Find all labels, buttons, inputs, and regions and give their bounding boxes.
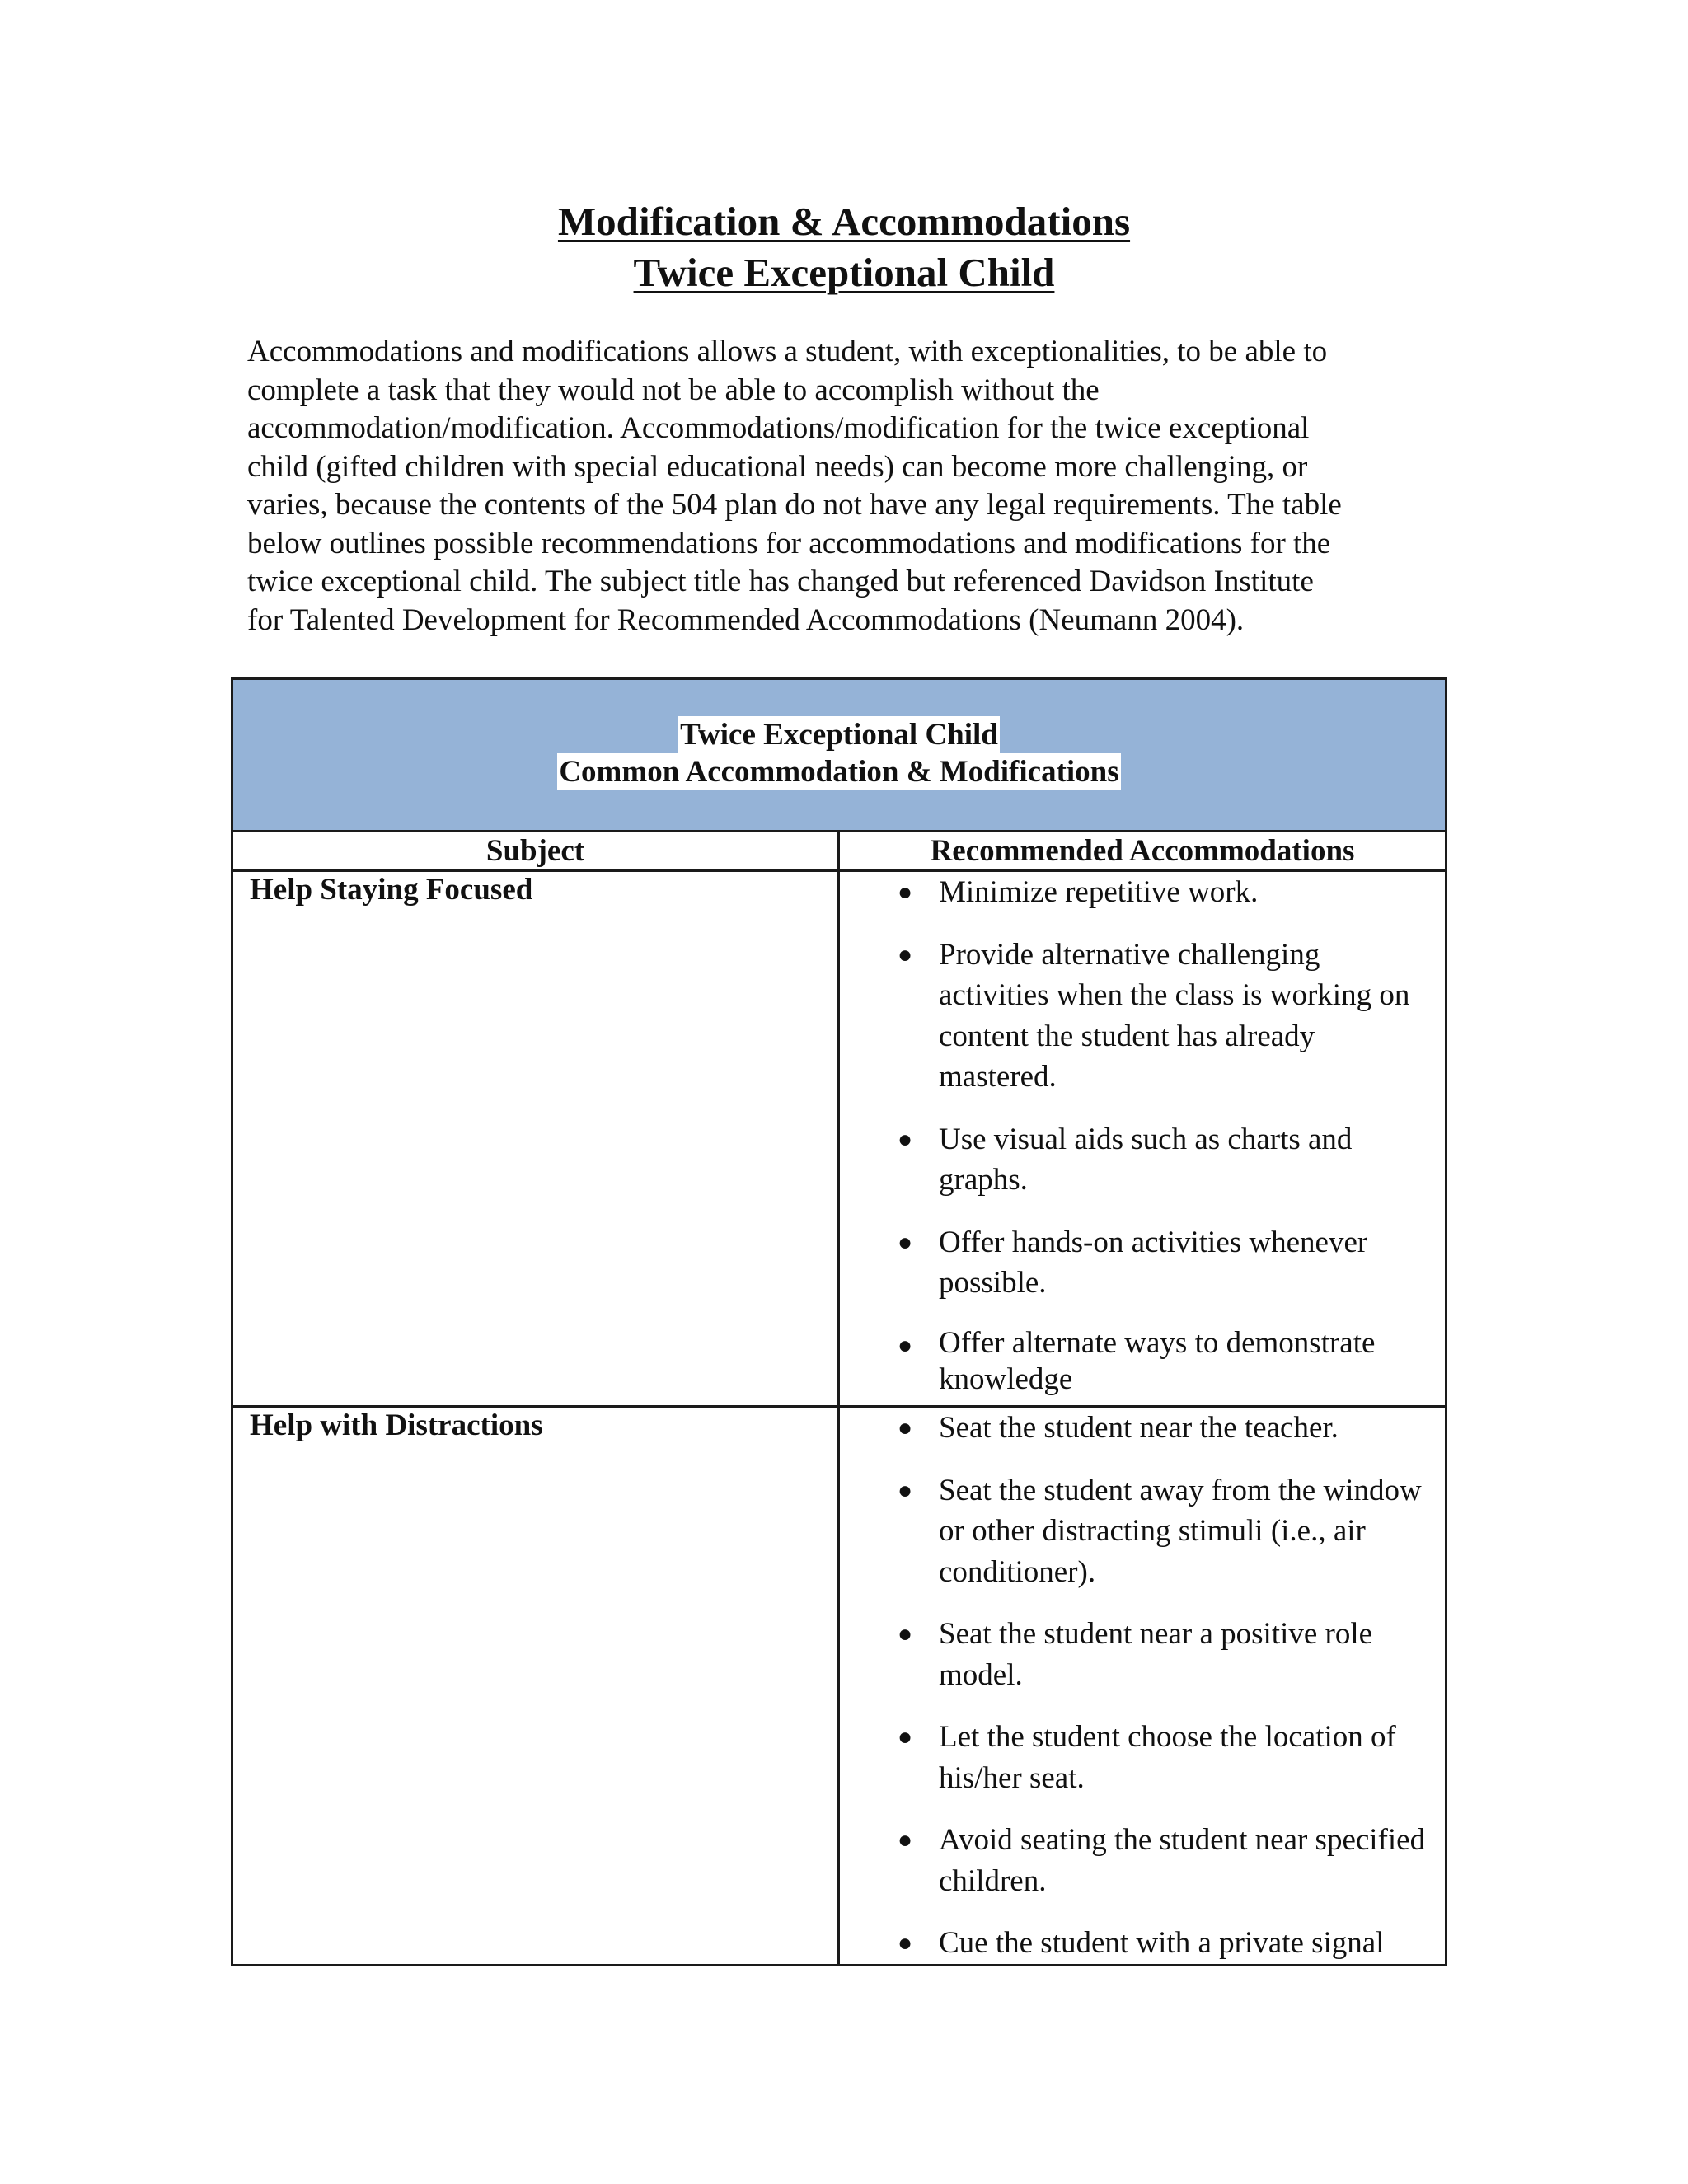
table-header (233, 680, 1445, 832)
document-title (0, 196, 1688, 298)
list-item (840, 1717, 1445, 1798)
list-item-text: Provide alternative challenging activities when the class is working on content the student has already mastered. (939, 937, 1410, 1094)
bullet-icon: ● (898, 1414, 913, 1441)
bullet-icon: ● (898, 1929, 913, 1957)
bullet-icon: ● (898, 1826, 913, 1854)
intro-line: varies, because the contents of the 504 plan do not have any legal requirements. The table (247, 488, 1342, 522)
list-item-text: Cue the student with a private signal (939, 1926, 1385, 1960)
list-item-text: Offer alternate ways to demonstrate knowledge (939, 1325, 1376, 1396)
list-item (840, 1325, 1445, 1398)
title-line-1: Modification & Accommodations (557, 199, 1131, 244)
column-header-recommended: Recommended Accommodations (930, 834, 1355, 868)
accommodations-table (231, 677, 1447, 1966)
intro-line: accommodation/modification. Accommodations/modification for the twice exceptional (247, 411, 1310, 445)
row-subject-distractions: Help with Distractions (250, 1408, 543, 1442)
row-subject-staying-focused: Help Staying Focused (250, 873, 533, 907)
recommendation-list-distractions (840, 1408, 1445, 1964)
list-item-text: Offer hands-on activities whenever possible. (939, 1225, 1368, 1300)
intro-line: Accommodations and modifications allows a student, with exceptionalities, to be able to (247, 335, 1328, 368)
list-item-text: Seat the student near a positive role model. (939, 1617, 1373, 1692)
list-item (840, 935, 1445, 1098)
recommendation-list-staying-focused (840, 872, 1445, 1419)
bullet-icon: ● (898, 1125, 913, 1153)
bullet-icon: ● (898, 879, 913, 906)
intro-paragraph (247, 333, 1428, 640)
list-item-text: Seat the student away from the window or other distracting stimuli (i.e., air conditioner). (939, 1473, 1422, 1589)
list-item (840, 1408, 1445, 1449)
list-item (840, 1614, 1445, 1695)
bullet-icon: ● (898, 1476, 913, 1504)
intro-line: twice exceptional child. The subject title has changed but referenced Davidson Institute (247, 565, 1314, 598)
list-item (840, 872, 1445, 913)
intro-line: child (gifted children with special educational needs) can become more challenging, or (247, 449, 1308, 484)
list-item-text: Avoid seating the student near specified children. (939, 1823, 1426, 1898)
bullet-icon: ● (898, 1228, 913, 1256)
list-item (840, 1222, 1445, 1304)
intro-line: below outlines possible recommendations for accommodations and modifications for the (247, 526, 1331, 560)
list-item-text: Use visual aids such as charts and graphs. (939, 1122, 1353, 1197)
bullet-icon: ● (898, 1620, 913, 1647)
bullet-icon: ● (898, 1331, 913, 1359)
list-item (840, 1820, 1445, 1901)
list-item (840, 1470, 1445, 1593)
table-header-line-2: Common Accommodation & Modifications (559, 755, 1119, 789)
intro-line: for Talented Development for Recommended Accommodations (Neumann 2004). (247, 602, 1245, 637)
list-item-text: Let the student choose the location of his/her seat. (939, 1720, 1396, 1795)
list-item-text: Seat the student near the teacher. (939, 1411, 1339, 1445)
list-item (840, 1119, 1445, 1201)
column-header-subject: Subject (485, 834, 585, 868)
table-header-line-1: Twice Exceptional Child (680, 718, 998, 752)
list-item (840, 1923, 1445, 1964)
list-item-text: Minimize repetitive work. (939, 875, 1259, 909)
bullet-icon: ● (898, 1723, 913, 1750)
intro-line: complete a task that they would not be able to accomplish without the (247, 373, 1100, 407)
title-line-2: Twice Exceptional Child (633, 250, 1055, 295)
bullet-icon: ● (898, 940, 913, 968)
